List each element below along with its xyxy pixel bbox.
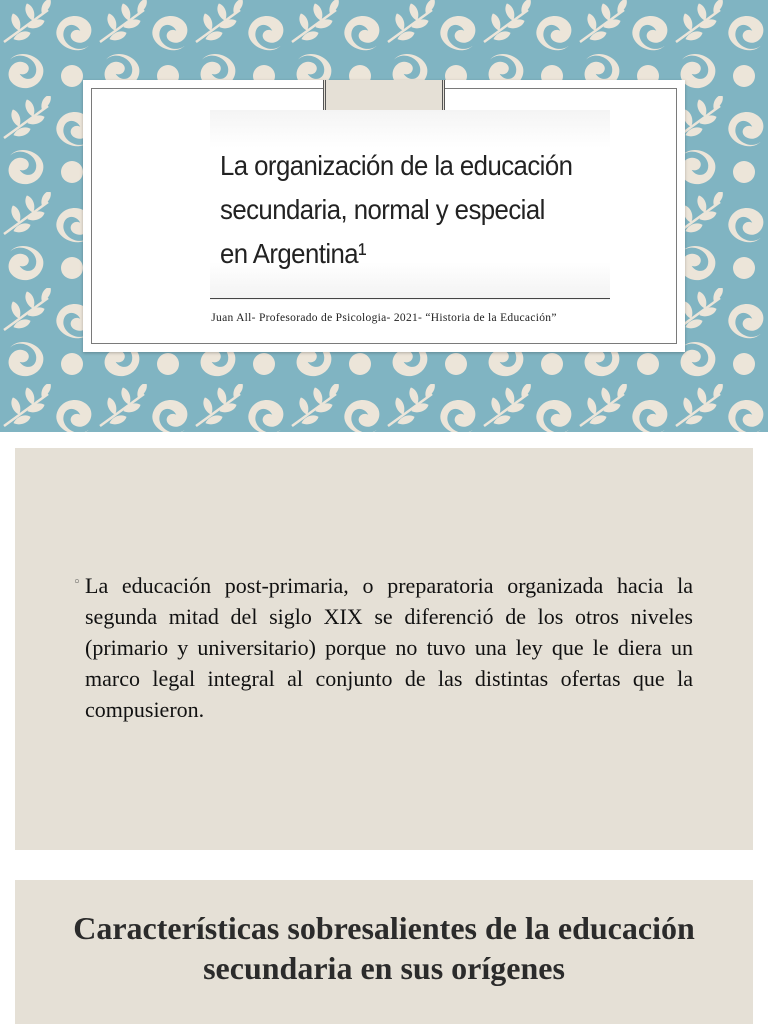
bullet-list	[73, 570, 693, 725]
bullet-text: La educación post-primaria, o preparatoria organizada hacia la segunda mitad del siglo XIX se diferenció de los otros niveles (primario y universitario) porque no tuvo una ley que le diera un marco legal integral al conjunto de las distintas ofertas que la compusieron.	[85, 573, 693, 722]
section-title: Características sobresalientes de la educación secundaria en sus orígenes	[73, 910, 695, 986]
section-title-slide	[15, 880, 753, 1024]
hollow-circle-bullet-icon: ◦	[73, 575, 81, 590]
title-card-tab	[323, 80, 445, 110]
content-slide	[15, 448, 753, 850]
slide-subtitle: Juan All- Profesorado de Psicologia- 2021- “Historia de la Educación”	[211, 312, 557, 324]
title-slide	[0, 0, 768, 432]
document-title: La organización de la educación secundaria, normal y especial en Argentina¹	[220, 150, 573, 269]
title-card	[83, 80, 685, 352]
list-item	[73, 570, 693, 725]
document-title-rule	[210, 298, 610, 299]
